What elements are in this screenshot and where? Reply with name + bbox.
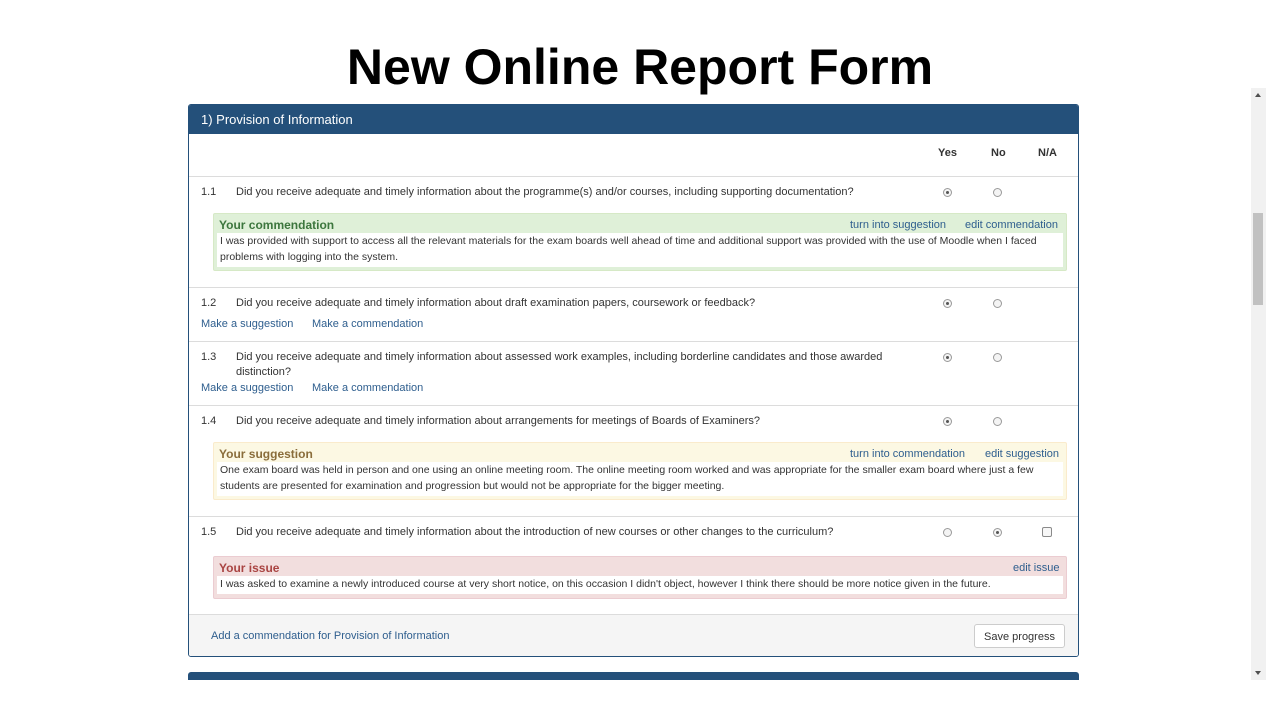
divider [189,176,1078,177]
question-number: 1.1 [201,186,217,198]
question-text: Did you receive adequate and timely information about the introduction of new courses or other changes to the curriculum? [236,526,834,538]
panel-heading: 1) Provision of Information [189,105,1078,134]
answer-no-radio[interactable] [993,417,1002,426]
question-number: 1.5 [201,526,217,538]
issue-title: Your issue [219,561,280,575]
issue-box [213,556,1067,599]
suggestion-text: One exam board was held in person and one using an online meeting room. The online meeting room worked and was appropriate for the smaller exam board where just a few students are presented for examination and progression but would not be appropriate for the bigger meeting. [217,462,1063,496]
answer-no-radio[interactable] [993,299,1002,308]
make-commendation-link[interactable]: Make a commendation [312,382,424,394]
divider [189,287,1078,288]
edit-commendation-link[interactable]: edit commendation [965,219,1058,231]
divider [189,516,1078,517]
question-text: Did you receive adequate and timely information about the programme(s) and/or courses, including supporting documentation? [236,186,854,198]
edit-issue-link[interactable]: edit issue [1013,562,1060,574]
column-header-na: N/A [1038,147,1057,159]
make-suggestion-link[interactable]: Make a suggestion [201,318,294,330]
commendation-title: Your commendation [219,218,335,232]
vertical-scrollbar[interactable] [1251,88,1266,680]
column-header-yes: Yes [938,147,957,159]
question-number: 1.3 [201,351,217,363]
next-section-panel-heading [188,672,1079,680]
answer-no-radio[interactable] [993,188,1002,197]
divider [189,405,1078,406]
save-progress-button[interactable]: Save progress [974,624,1065,648]
question-text: Did you receive adequate and timely information about arrangements for meetings of Boards of Examiners? [236,415,761,427]
suggestion-title: Your suggestion [219,447,313,461]
turn-into-commendation-link[interactable]: turn into commendation [850,448,965,460]
panel-footer [189,614,1078,657]
scroll-down-arrow-icon[interactable] [1255,671,1261,675]
answer-no-radio[interactable] [993,528,1002,537]
commendation-text: I was provided with support to access all the relevant materials for the exam boards well ahead of time and additional support was provided with the use of Moodle when I faced problems with logging into the system. [217,233,1063,267]
answer-yes-radio[interactable] [943,353,952,362]
issue-text: I was asked to examine a newly introduced course at very short notice, on this occasion I didn't object, however I think there should be more notice given in the future. [217,576,1063,594]
add-commendation-link[interactable]: Add a commendation for Provision of Information [211,630,450,642]
edit-suggestion-link[interactable]: edit suggestion [985,448,1059,460]
make-suggestion-link[interactable]: Make a suggestion [201,382,294,394]
question-text: Did you receive adequate and timely information about draft examination papers, coursework or feedback? [236,297,756,309]
answer-na-checkbox[interactable] [1042,527,1052,537]
divider [189,341,1078,342]
answer-no-radio[interactable] [993,353,1002,362]
question-text: Did you receive adequate and timely information about assessed work examples, including borderline candidates and those awarded distinction? [236,351,883,378]
question-number: 1.2 [201,297,217,309]
column-header-no: No [991,147,1006,159]
provision-of-information-panel [188,104,1079,657]
answer-yes-radio[interactable] [943,299,952,308]
answer-yes-radio[interactable] [943,528,952,537]
page-title: New Online Report Form [346,39,934,95]
suggestion-box [213,442,1067,500]
question-number: 1.4 [201,415,217,427]
turn-into-suggestion-link[interactable]: turn into suggestion [850,219,947,231]
commendation-box [213,213,1067,271]
scroll-up-arrow-icon[interactable] [1255,93,1261,97]
scrollbar-thumb[interactable] [1253,213,1263,305]
answer-yes-radio[interactable] [943,188,952,197]
make-commendation-link[interactable]: Make a commendation [312,318,424,330]
answer-yes-radio[interactable] [943,417,952,426]
